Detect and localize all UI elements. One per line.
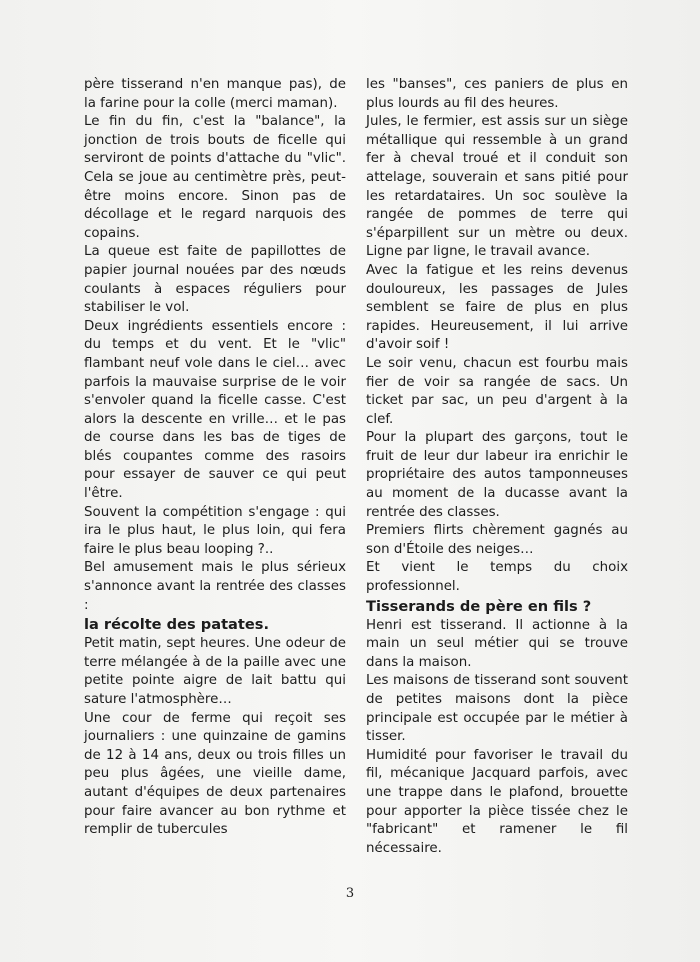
paragraph: Une cour de ferme qui reçoit ses journaliers : une quinzaine de gamins de 12 à 14 ans, deux ou trois filles un peu plus âgées, une vieille dame, autant d'équipes de deux partenaires pour faire avancer au bon rythme et remplir de tubercules <box>84 710 346 838</box>
paragraph: Pour la plupart des garçons, tout le fruit de leur dur labeur ira enrichir le propriétaire des autos tamponneuses au moment de la ducasse avant la rentrée des classes. <box>366 430 628 520</box>
paragraph: Avec la fatigue et les reins devenus douloureux, les passages de Jules semblent se faire de plus en plus rapides. Heureusement, il lui arrive d'avoir soif ! <box>366 262 628 353</box>
paragraph: Les maisons de tisserand sont souvent de petites maisons dont la pièce principale est occupée par le métier à tisser. <box>366 673 628 745</box>
right-column <box>366 76 628 858</box>
paragraph: Le fin du fin, c'est la "balance", la jonction de trois bouts de ficelle qui serviront de points d'attache du "vlic". Cela se joue au centimètre près, peut-être moins encore. Sinon pas de décollage et le regard narquois des copains. <box>84 114 346 241</box>
paragraph: Le soir venu, chacun est fourbu mais fier de voir sa rangée de sacs. Un ticket par sac, un peu d'argent à la clef. <box>366 355 628 427</box>
paragraph: Deux ingrédients essentiels encore : du temps et du vent. Et le "vlic" flambant neuf vole dans le ciel… avec parfois la mauvaise surprise de le voir s'envoler quand la ficelle casse. C'est alors la descente en vrille… et le pas de course dans les bas de tiges de blés coupantes comme des rasoirs pour essayer de sauver ce qui peut l'être. <box>84 318 346 502</box>
paragraph: La queue est faite de papillottes de papier journal nouées par des nœuds coulants à espaces réguliers pour stabiliser le vol. <box>84 244 346 316</box>
paragraph: Bel amusement mais le plus sérieux s'annonce avant la rentrée des classes : <box>84 560 346 613</box>
paragraph: Humidité pour favoriser le travail du fil, mécanique Jacquard parfois, avec une trappe dans le plafond, brouette pour apporter la pièce tissée chez le "fabricant" et ramener le fil nécessaire. <box>366 747 628 856</box>
left-column <box>84 76 346 840</box>
paragraph: les "banses", ces paniers de plus en plus lourds au fil des heures. <box>366 77 628 111</box>
paragraph: Jules, le fermier, est assis sur un siège métallique qui ressemble à un grand fer à cheval troué et il conduit son attelage, souverain et sans pitié pour les retardataires. Un soc soulève la rangée de pommes de terre qui s'éparpillent sur un mètre ou deux. Ligne par ligne, le travail avance. <box>366 114 628 260</box>
paragraph: Souvent la compétition s'engage : qui ira le plus haut, le plus loin, qui fera faire le plus beau looping ?.. <box>84 504 346 557</box>
section-heading: la récolte des patates. <box>84 616 269 634</box>
paragraph: Petit matin, sept heures. Une odeur de terre mélangée à de la paille avec une petite pointe aigre de lait battu qui sature l'atmosphère… <box>84 636 346 707</box>
page-number: 3 <box>345 886 355 901</box>
section-heading: Tisserands de père en fils ? <box>366 597 592 615</box>
paragraph: Premiers flirts chèrement gagnés au son d'Étoile des neiges… <box>366 523 628 557</box>
paragraph: Henri est tisserand. Il actionne à la main un seul métier qui se trouve dans la maison. <box>366 617 628 670</box>
paragraph: Et vient le temps du choix professionnel. <box>366 560 628 595</box>
paragraph: père tisserand n'en manque pas), de la farine pour la colle (merci maman). <box>84 77 346 111</box>
